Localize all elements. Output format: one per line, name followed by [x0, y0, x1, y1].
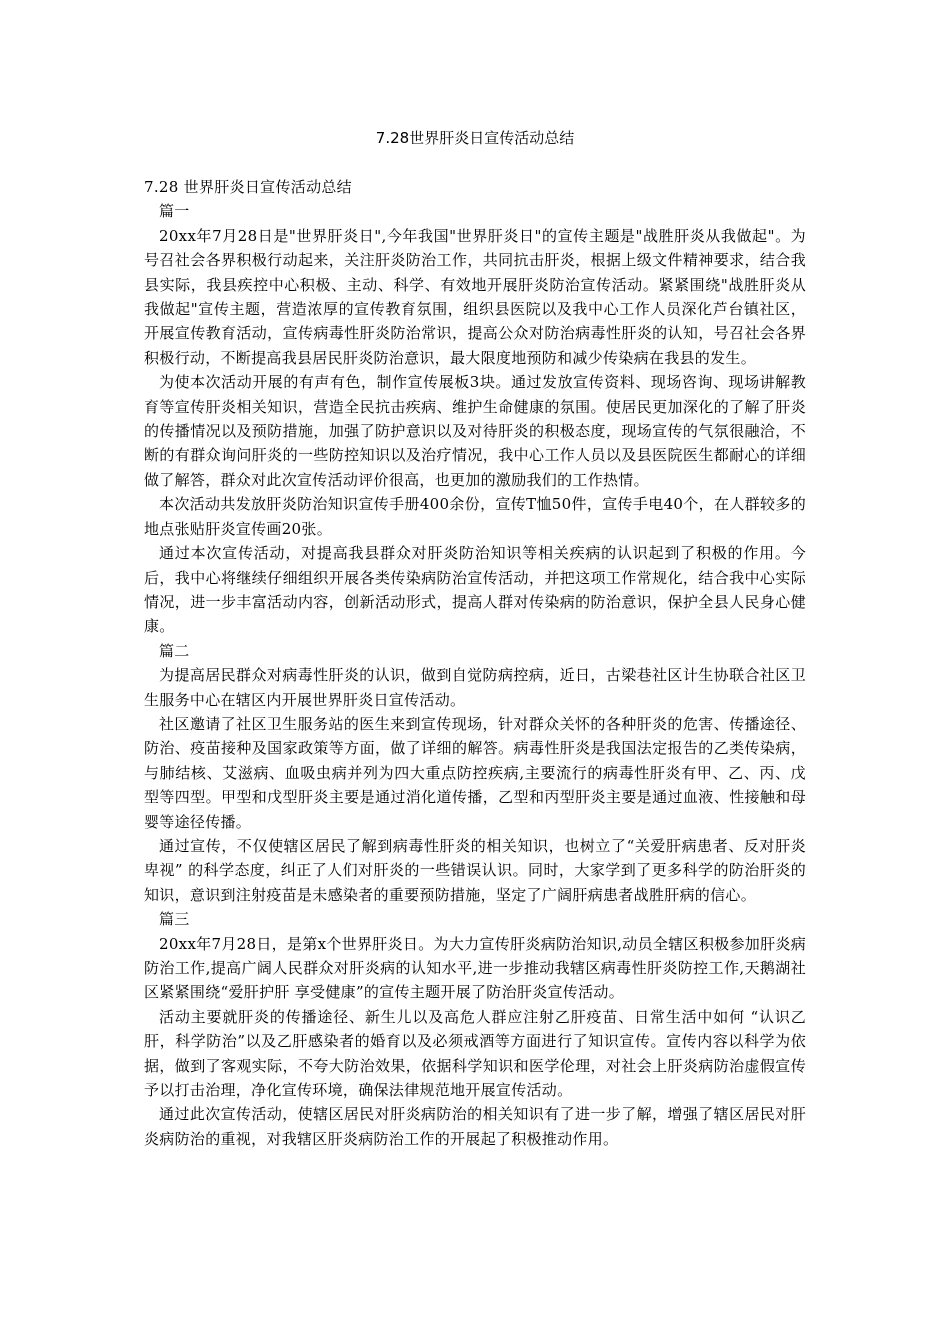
paragraph: 通过本次宣传活动，对提高我县群众对肝炎防治知识等相关疾病的认识起到了积极的作用。今后，我中心将继续仔细组织开展各类传染病防治宣传活动，并把这项工作常规化，结合我中心实际情况，进一步丰富活动内容，创新活动形式，提高人群对传染病的防治意识，保护全县人民身心健康。	[144, 544, 806, 636]
paragraph: 20xx年7月28日是"世界肝炎日",今年我国"世界肝炎日"的宣传主题是"战胜肝炎从我做起"。为号召社会各界积极行动起来，关注肝炎防治工作，共同抗击肝炎，根据上级文件精神要求，结合我县实际，我县疾控中心积极、主动、科学、有效地开展肝炎防治宣传活动。紧紧围绕"战胜肝炎从我做起"宣传主题，营造浓厚的宣传教育氛围，组织县医院以及我中心工作人员深化芦台镇社区，开展宣传教育活动，宣传病毒性肝炎防治常识，提高公众对防治病毒性肝炎的认知，号召社会各界积极行动，不断提高我县居民肝炎防治意识，最大限度地预防和减少传染病在我县的发生。	[144, 226, 806, 367]
section-heading-1: 篇一	[159, 202, 190, 221]
section-heading-3: 篇三	[159, 910, 190, 929]
paragraph: 活动主要就肝炎的传播途径、新生儿以及高危人群应注射乙肝疫苗、日常生活中如何 “认识乙肝，科学防治”以及乙肝感染者的婚育以及必须戒酒等方面进行了知识宣传。宣传内容以科学为依据，做到了客观实际，不夸大防治效果，依据科学知识和医学伦理，对社会上肝炎病防治虚假宣传予以打击治理，净化宣传环境，确保法律规范地开展宣传活动。	[144, 1007, 806, 1100]
body-heading: 7.28 世界肝炎日宣传活动总结	[144, 178, 352, 196]
paragraph: 为提高居民群众对病毒性肝炎的认识，做到自觉防病控病，近日，古梁巷社区计生协联合社区卫生服务中心在辖区内开展世界肝炎日宣传活动。	[144, 666, 806, 709]
paragraph: 社区邀请了社区卫生服务站的医生来到宣传现场，针对群众关怀的各种肝炎的危害、传播途径、防治、疫苗接种及国家政策等方面，做了详细的解答。病毒性肝炎是我国法定报告的乙类传染病，与肺结核、艾滋病、血吸虫病并列为四大重点防控疾病,主要流行的病毒性肝炎有甲、乙、丙、戊型等四型。甲型和戊型肝炎主要是通过消化道传播，乙型和丙型肝炎主要是通过血液、性接触和母婴等途径传播。	[144, 714, 806, 831]
paragraph: 为使本次活动开展的有声有色，制作宣传展板3块。通过发放宣传资料、现场咨询、现场讲解教育等宣传肝炎相关知识，营造全民抗击疾病、维护生命健康的氛围。使居民更加深化的了解了肝炎的传播情况以及预防措施，加强了防护意识以及对待肝炎的积极态度，现场宣传的气氛很融洽，不断的有群众询问肝炎的一些防控知识以及治疗情况，我中心工作人员以及县医院医生都耐心的详细做了解答，群众对此次宣传活动评价很高，也更加的激励我们的工作热情。	[144, 373, 806, 489]
document-body	[144, 175, 806, 1151]
paragraph: 本次活动共发放肝炎防治知识宣传手册400余份，宣传T恤50件，宣传手电40个，在人群较多的地点张贴肝炎宣传画20张。	[144, 495, 806, 538]
document-title: 7.28世界肝炎日宣传活动总结	[375, 129, 575, 147]
section-heading-2: 篇二	[159, 641, 190, 660]
paragraph: 通过此次宣传活动，使辖区居民对肝炎病防治的相关知识有了进一步了解，增强了辖区居民对肝炎病防治的重视，对我辖区肝炎病防治工作的开展起了积极推动作用。	[144, 1105, 806, 1148]
paragraph: 20xx年7月28日，是第x个世界肝炎日。为大力宣传肝炎病防治知识,动员全辖区积极参加肝炎病防治工作,提高广阔人民群众对肝炎病的认知水平,进一步推动我辖区病毒性肝炎防控工作,天鹅湖社区紧紧围绕“爱肝护肝 享受健康”的宣传主题开展了防治肝炎宣传活动。	[144, 934, 806, 1002]
paragraph: 通过宣传，不仅使辖区居民了解到病毒性肝炎的相关知识，也树立了“关爱肝病患者、反对肝炎卑视” 的科学态度，纠正了人们对肝炎的一些错误认识。同时，大家学到了更多科学的防治肝炎的知识，意识到注射疫苗是未感染者的重要预防措施，坚定了广阔肝病患者战胜肝病的信心。	[144, 836, 806, 904]
